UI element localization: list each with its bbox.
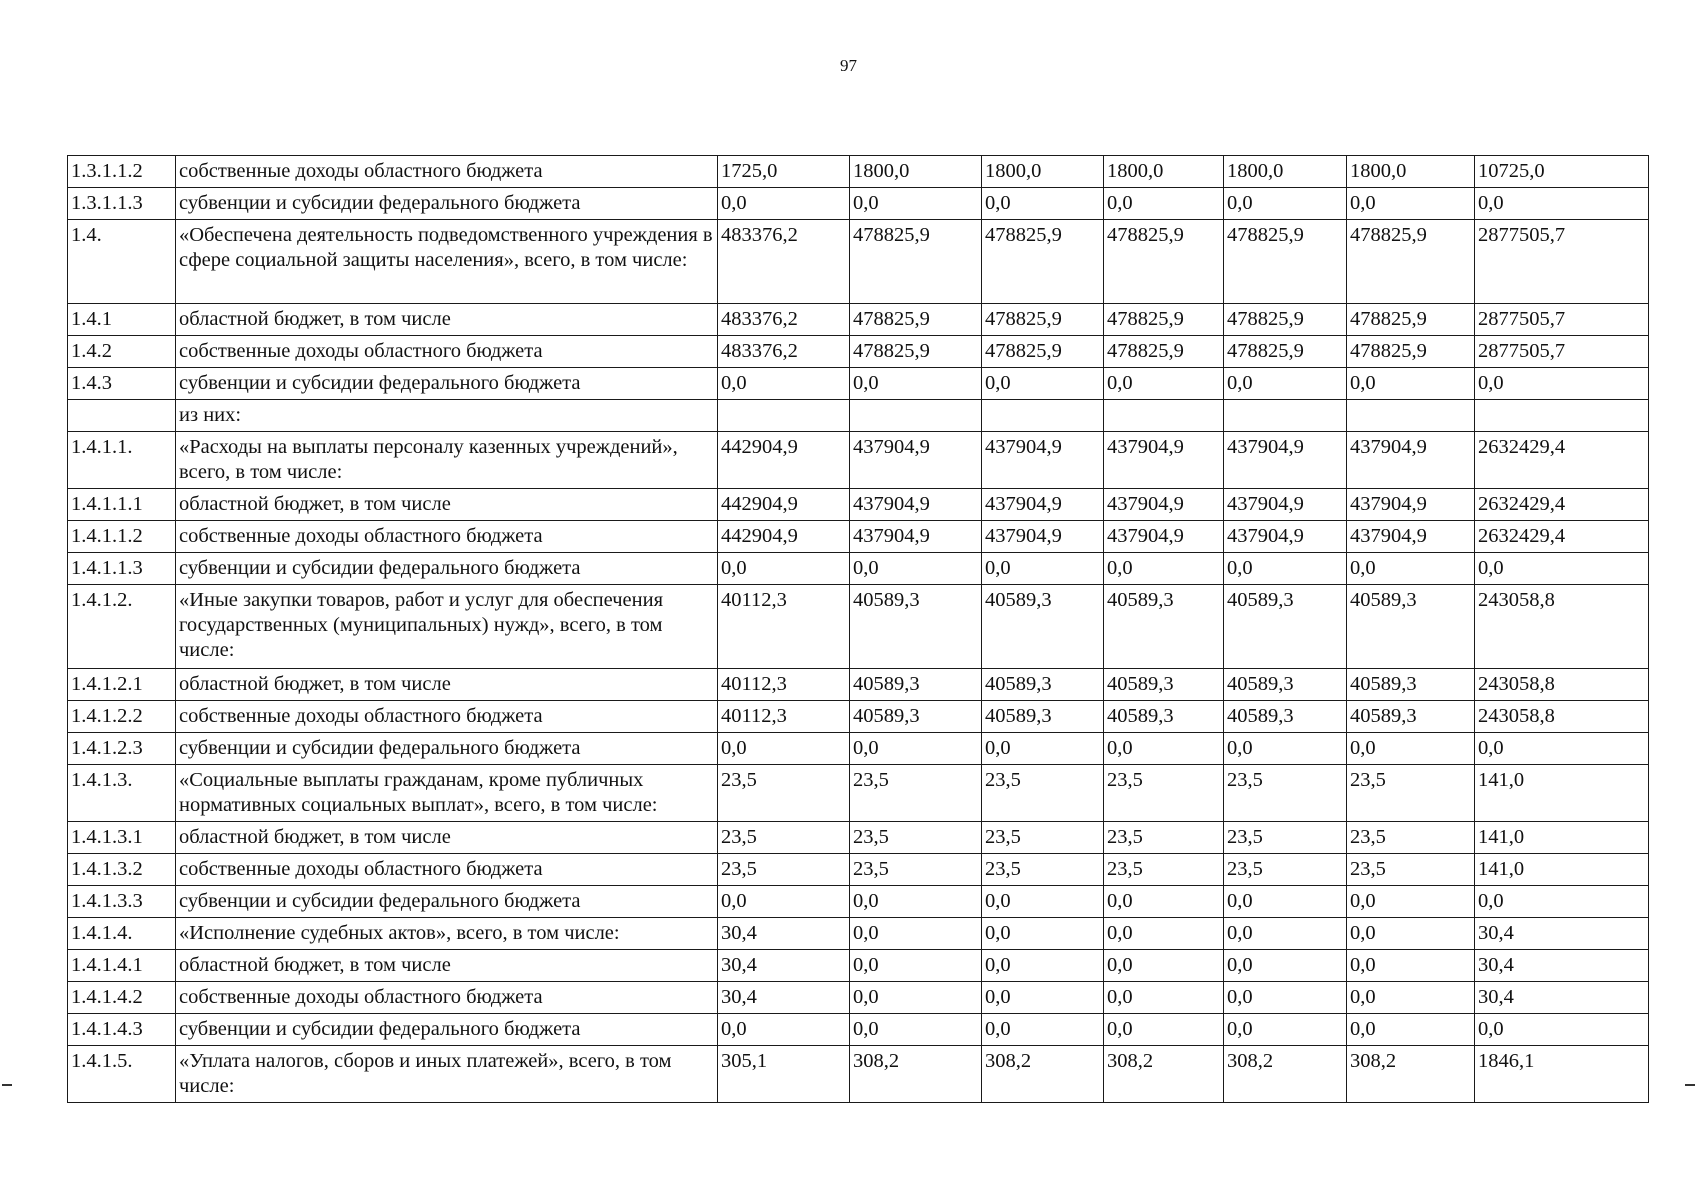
page-number: 97 <box>840 56 857 75</box>
row-year-value: 40589,3 <box>1104 585 1224 669</box>
row-year-value: 0,0 <box>1224 950 1347 982</box>
row-year-value: 483376,2 <box>718 220 850 304</box>
row-year-value: 40589,3 <box>982 701 1104 733</box>
row-year-value: 478825,9 <box>982 220 1104 304</box>
row-description: «Уплата налогов, сборов и иных платежей», всего, в том числе: <box>176 1046 718 1103</box>
table-row <box>68 336 1649 368</box>
row-year-value: 437904,9 <box>1224 521 1347 553</box>
row-year-value: 437904,9 <box>850 521 982 553</box>
row-year-value: 0,0 <box>850 1014 982 1046</box>
row-total-value: 2877505,7 <box>1475 220 1649 304</box>
table-row <box>68 669 1649 701</box>
row-description: субвенции и субсидии федерального бюджета <box>176 1014 718 1046</box>
row-year-value: 437904,9 <box>982 432 1104 489</box>
row-year-value: 23,5 <box>1104 854 1224 886</box>
row-description: областной бюджет, в том числе <box>176 950 718 982</box>
row-year-value: 40589,3 <box>982 669 1104 701</box>
table-row <box>68 368 1649 400</box>
row-year-value: 478825,9 <box>850 336 982 368</box>
row-year-value: 0,0 <box>1347 368 1475 400</box>
row-year-value: 23,5 <box>850 822 982 854</box>
table-row <box>68 304 1649 336</box>
row-year-value: 0,0 <box>850 918 982 950</box>
row-description: субвенции и субсидии федерального бюджета <box>176 188 718 220</box>
row-year-value: 437904,9 <box>850 432 982 489</box>
row-year-value: 40589,3 <box>1347 701 1475 733</box>
row-year-value: 0,0 <box>1104 950 1224 982</box>
row-code: 1.4.1.3.3 <box>68 886 176 918</box>
row-year-value: 0,0 <box>1224 188 1347 220</box>
row-year-value: 30,4 <box>718 918 850 950</box>
row-year-value: 40589,3 <box>850 585 982 669</box>
row-year-value: 0,0 <box>850 368 982 400</box>
row-code: 1.4.3 <box>68 368 176 400</box>
row-year-value: 437904,9 <box>850 489 982 521</box>
row-year-value: 437904,9 <box>1347 521 1475 553</box>
row-year-value: 30,4 <box>718 982 850 1014</box>
table-row <box>68 886 1649 918</box>
row-total-value: 0,0 <box>1475 368 1649 400</box>
row-description: субвенции и субсидии федерального бюджета <box>176 368 718 400</box>
row-year-value: 40589,3 <box>1104 669 1224 701</box>
row-year-value: 1800,0 <box>1347 156 1475 188</box>
row-year-value: 23,5 <box>850 765 982 822</box>
row-year-value: 23,5 <box>1104 822 1224 854</box>
row-year-value: 437904,9 <box>1104 432 1224 489</box>
row-year-value: 23,5 <box>850 854 982 886</box>
row-year-value: 0,0 <box>1224 982 1347 1014</box>
row-year-value: 23,5 <box>982 822 1104 854</box>
row-year-value: 23,5 <box>1224 854 1347 886</box>
row-year-value: 0,0 <box>718 886 850 918</box>
row-year-value: 0,0 <box>1104 188 1224 220</box>
row-year-value: 0,0 <box>1224 553 1347 585</box>
row-year-value: 0,0 <box>1347 188 1475 220</box>
row-year-value: 437904,9 <box>1224 432 1347 489</box>
row-year-value <box>718 400 850 432</box>
row-year-value: 0,0 <box>1104 553 1224 585</box>
row-year-value: 40112,3 <box>718 585 850 669</box>
row-year-value: 0,0 <box>1104 886 1224 918</box>
row-code: 1.4.1.3.2 <box>68 854 176 886</box>
row-description: собственные доходы областного бюджета <box>176 521 718 553</box>
row-year-value: 478825,9 <box>982 304 1104 336</box>
row-total-value: 2877505,7 <box>1475 336 1649 368</box>
row-description: собственные доходы областного бюджета <box>176 982 718 1014</box>
row-year-value: 0,0 <box>850 553 982 585</box>
row-year-value: 478825,9 <box>1347 220 1475 304</box>
row-description: из них: <box>176 400 718 432</box>
row-code: 1.4.1.2. <box>68 585 176 669</box>
row-year-value: 40589,3 <box>850 701 982 733</box>
row-total-value: 30,4 <box>1475 982 1649 1014</box>
row-year-value: 1800,0 <box>982 156 1104 188</box>
row-year-value: 23,5 <box>982 854 1104 886</box>
row-year-value: 30,4 <box>718 950 850 982</box>
row-year-value: 483376,2 <box>718 304 850 336</box>
row-year-value: 0,0 <box>850 950 982 982</box>
row-year-value: 0,0 <box>1347 918 1475 950</box>
row-code: 1.4.1.2.1 <box>68 669 176 701</box>
row-total-value: 2632429,4 <box>1475 489 1649 521</box>
row-year-value <box>850 400 982 432</box>
row-total-value: 1846,1 <box>1475 1046 1649 1103</box>
table-row <box>68 188 1649 220</box>
table-row <box>68 733 1649 765</box>
row-year-value: 40589,3 <box>1347 669 1475 701</box>
row-year-value: 478825,9 <box>1104 336 1224 368</box>
row-total-value: 2877505,7 <box>1475 304 1649 336</box>
row-year-value: 23,5 <box>718 765 850 822</box>
row-total-value: 30,4 <box>1475 950 1649 982</box>
row-year-value: 0,0 <box>1224 1014 1347 1046</box>
row-year-value: 442904,9 <box>718 432 850 489</box>
row-code: 1.4.1.3.1 <box>68 822 176 854</box>
table-row <box>68 765 1649 822</box>
row-code: 1.3.1.1.2 <box>68 156 176 188</box>
row-year-value: 23,5 <box>1104 765 1224 822</box>
row-year-value: 437904,9 <box>982 489 1104 521</box>
table-row <box>68 950 1649 982</box>
table-row <box>68 553 1649 585</box>
row-year-value <box>1224 400 1347 432</box>
row-year-value: 478825,9 <box>1224 336 1347 368</box>
row-code: 1.4.1.1.3 <box>68 553 176 585</box>
row-code: 1.4.1.5. <box>68 1046 176 1103</box>
row-year-value: 0,0 <box>850 188 982 220</box>
row-year-value: 0,0 <box>718 188 850 220</box>
row-year-value: 0,0 <box>718 1014 850 1046</box>
row-year-value: 0,0 <box>982 1014 1104 1046</box>
row-year-value: 40589,3 <box>1104 701 1224 733</box>
row-total-value: 141,0 <box>1475 765 1649 822</box>
row-description: собственные доходы областного бюджета <box>176 701 718 733</box>
row-year-value: 23,5 <box>718 854 850 886</box>
row-year-value: 0,0 <box>718 733 850 765</box>
row-description: областной бюджет, в том числе <box>176 304 718 336</box>
row-year-value: 23,5 <box>1224 822 1347 854</box>
row-total-value: 243058,8 <box>1475 585 1649 669</box>
row-description: областной бюджет, в том числе <box>176 489 718 521</box>
row-year-value: 478825,9 <box>1104 220 1224 304</box>
row-year-value: 478825,9 <box>1104 304 1224 336</box>
row-code: 1.4.1.4.2 <box>68 982 176 1014</box>
row-year-value: 437904,9 <box>1347 489 1475 521</box>
row-year-value: 437904,9 <box>1104 489 1224 521</box>
row-total-value: 243058,8 <box>1475 701 1649 733</box>
row-year-value: 0,0 <box>982 188 1104 220</box>
row-code: 1.3.1.1.3 <box>68 188 176 220</box>
table-row <box>68 701 1649 733</box>
row-code <box>68 400 176 432</box>
row-code: 1.4.1.1.1 <box>68 489 176 521</box>
table-row <box>68 400 1649 432</box>
row-year-value: 308,2 <box>850 1046 982 1103</box>
table-row <box>68 432 1649 489</box>
row-year-value: 478825,9 <box>982 336 1104 368</box>
table-row <box>68 822 1649 854</box>
table-row <box>68 521 1649 553</box>
row-year-value: 0,0 <box>982 553 1104 585</box>
row-year-value: 478825,9 <box>850 304 982 336</box>
table-body <box>68 156 1649 1103</box>
row-year-value <box>1104 400 1224 432</box>
row-year-value: 23,5 <box>718 822 850 854</box>
row-total-value: 141,0 <box>1475 854 1649 886</box>
row-year-value: 40589,3 <box>1224 585 1347 669</box>
table-row <box>68 982 1649 1014</box>
budget-table <box>67 155 1649 1103</box>
row-description: собственные доходы областного бюджета <box>176 156 718 188</box>
row-year-value: 23,5 <box>1347 822 1475 854</box>
row-year-value: 0,0 <box>850 733 982 765</box>
row-year-value: 0,0 <box>1104 1014 1224 1046</box>
row-year-value: 0,0 <box>850 886 982 918</box>
row-description: областной бюджет, в том числе <box>176 669 718 701</box>
row-total-value: 141,0 <box>1475 822 1649 854</box>
row-total-value: 0,0 <box>1475 733 1649 765</box>
row-year-value <box>982 400 1104 432</box>
row-total-value: 0,0 <box>1475 1014 1649 1046</box>
row-year-value: 0,0 <box>1224 733 1347 765</box>
row-code: 1.4.1 <box>68 304 176 336</box>
row-year-value: 0,0 <box>982 368 1104 400</box>
row-description: «Обеспечена деятельность подведомственного учреждения в сфере социальной защиты населения», всего, в том числе: <box>176 220 718 304</box>
row-year-value: 0,0 <box>982 733 1104 765</box>
row-total-value <box>1475 400 1649 432</box>
row-description: «Расходы на выплаты персоналу казенных учреждений», всего, в том числе: <box>176 432 718 489</box>
table-row <box>68 1046 1649 1103</box>
row-year-value: 305,1 <box>718 1046 850 1103</box>
row-year-value: 0,0 <box>1104 918 1224 950</box>
row-year-value: 442904,9 <box>718 521 850 553</box>
row-total-value: 0,0 <box>1475 188 1649 220</box>
row-year-value: 0,0 <box>1347 982 1475 1014</box>
row-total-value: 243058,8 <box>1475 669 1649 701</box>
row-year-value: 0,0 <box>1347 886 1475 918</box>
row-year-value: 0,0 <box>1224 886 1347 918</box>
row-year-value: 40589,3 <box>1347 585 1475 669</box>
row-year-value: 437904,9 <box>1104 521 1224 553</box>
row-description: субвенции и субсидии федерального бюджета <box>176 733 718 765</box>
row-description: собственные доходы областного бюджета <box>176 336 718 368</box>
row-year-value: 1725,0 <box>718 156 850 188</box>
row-year-value: 23,5 <box>1224 765 1347 822</box>
row-year-value: 0,0 <box>1347 733 1475 765</box>
row-code: 1.4.1.1.2 <box>68 521 176 553</box>
table-row <box>68 918 1649 950</box>
row-description: субвенции и субсидии федерального бюджета <box>176 553 718 585</box>
row-year-value: 437904,9 <box>1224 489 1347 521</box>
row-year-value: 0,0 <box>1224 368 1347 400</box>
row-description: областной бюджет, в том числе <box>176 822 718 854</box>
row-year-value: 308,2 <box>982 1046 1104 1103</box>
row-year-value: 0,0 <box>850 982 982 1014</box>
row-total-value: 0,0 <box>1475 886 1649 918</box>
row-description: «Исполнение судебных актов», всего, в том числе: <box>176 918 718 950</box>
row-year-value: 308,2 <box>1347 1046 1475 1103</box>
row-year-value: 40589,3 <box>982 585 1104 669</box>
row-year-value: 0,0 <box>1104 368 1224 400</box>
row-year-value: 0,0 <box>1104 982 1224 1014</box>
row-year-value: 308,2 <box>1224 1046 1347 1103</box>
row-year-value: 1800,0 <box>1224 156 1347 188</box>
row-total-value: 2632429,4 <box>1475 521 1649 553</box>
row-year-value: 437904,9 <box>1347 432 1475 489</box>
row-year-value <box>1347 400 1475 432</box>
row-code: 1.4. <box>68 220 176 304</box>
row-year-value: 23,5 <box>1347 854 1475 886</box>
row-year-value: 478825,9 <box>1347 336 1475 368</box>
row-year-value: 437904,9 <box>982 521 1104 553</box>
row-year-value: 0,0 <box>1104 733 1224 765</box>
row-year-value: 478825,9 <box>1347 304 1475 336</box>
row-year-value: 478825,9 <box>1224 304 1347 336</box>
left-edge-mark <box>2 1084 12 1086</box>
row-year-value: 0,0 <box>1347 1014 1475 1046</box>
row-description: «Иные закупки товаров, работ и услуг для обеспечения государственных (муниципальных) нужд», всего, в том числе: <box>176 585 718 669</box>
row-year-value: 40589,3 <box>1224 701 1347 733</box>
table-row <box>68 156 1649 188</box>
row-total-value: 10725,0 <box>1475 156 1649 188</box>
row-code: 1.4.1.3. <box>68 765 176 822</box>
table-row <box>68 489 1649 521</box>
right-edge-mark <box>1685 1084 1695 1086</box>
row-code: 1.4.1.4. <box>68 918 176 950</box>
row-year-value: 0,0 <box>982 886 1104 918</box>
row-year-value: 23,5 <box>982 765 1104 822</box>
row-year-value: 40589,3 <box>1224 669 1347 701</box>
row-year-value: 483376,2 <box>718 336 850 368</box>
table-row <box>68 1014 1649 1046</box>
row-year-value: 1800,0 <box>1104 156 1224 188</box>
row-year-value: 0,0 <box>1347 553 1475 585</box>
row-code: 1.4.1.1. <box>68 432 176 489</box>
row-description: «Социальные выплаты гражданам, кроме публичных нормативных социальных выплат», всего, в том числе: <box>176 765 718 822</box>
row-description: субвенции и субсидии федерального бюджета <box>176 886 718 918</box>
row-year-value: 0,0 <box>1347 950 1475 982</box>
row-year-value: 0,0 <box>1224 918 1347 950</box>
row-total-value: 2632429,4 <box>1475 432 1649 489</box>
row-total-value: 30,4 <box>1475 918 1649 950</box>
row-code: 1.4.1.4.3 <box>68 1014 176 1046</box>
row-year-value: 442904,9 <box>718 489 850 521</box>
row-code: 1.4.1.2.3 <box>68 733 176 765</box>
table-row <box>68 854 1649 886</box>
row-year-value: 0,0 <box>718 368 850 400</box>
row-year-value: 40112,3 <box>718 669 850 701</box>
row-year-value: 40589,3 <box>850 669 982 701</box>
row-year-value: 1800,0 <box>850 156 982 188</box>
row-year-value: 0,0 <box>982 918 1104 950</box>
table-row <box>68 220 1649 304</box>
row-code: 1.4.2 <box>68 336 176 368</box>
row-code: 1.4.1.2.2 <box>68 701 176 733</box>
row-year-value: 0,0 <box>982 982 1104 1014</box>
row-year-value: 478825,9 <box>850 220 982 304</box>
row-year-value: 40112,3 <box>718 701 850 733</box>
row-year-value: 308,2 <box>1104 1046 1224 1103</box>
row-total-value: 0,0 <box>1475 553 1649 585</box>
row-year-value: 23,5 <box>1347 765 1475 822</box>
table-row <box>68 585 1649 669</box>
row-year-value: 0,0 <box>982 950 1104 982</box>
row-code: 1.4.1.4.1 <box>68 950 176 982</box>
row-year-value: 478825,9 <box>1224 220 1347 304</box>
row-description: собственные доходы областного бюджета <box>176 854 718 886</box>
row-year-value: 0,0 <box>718 553 850 585</box>
